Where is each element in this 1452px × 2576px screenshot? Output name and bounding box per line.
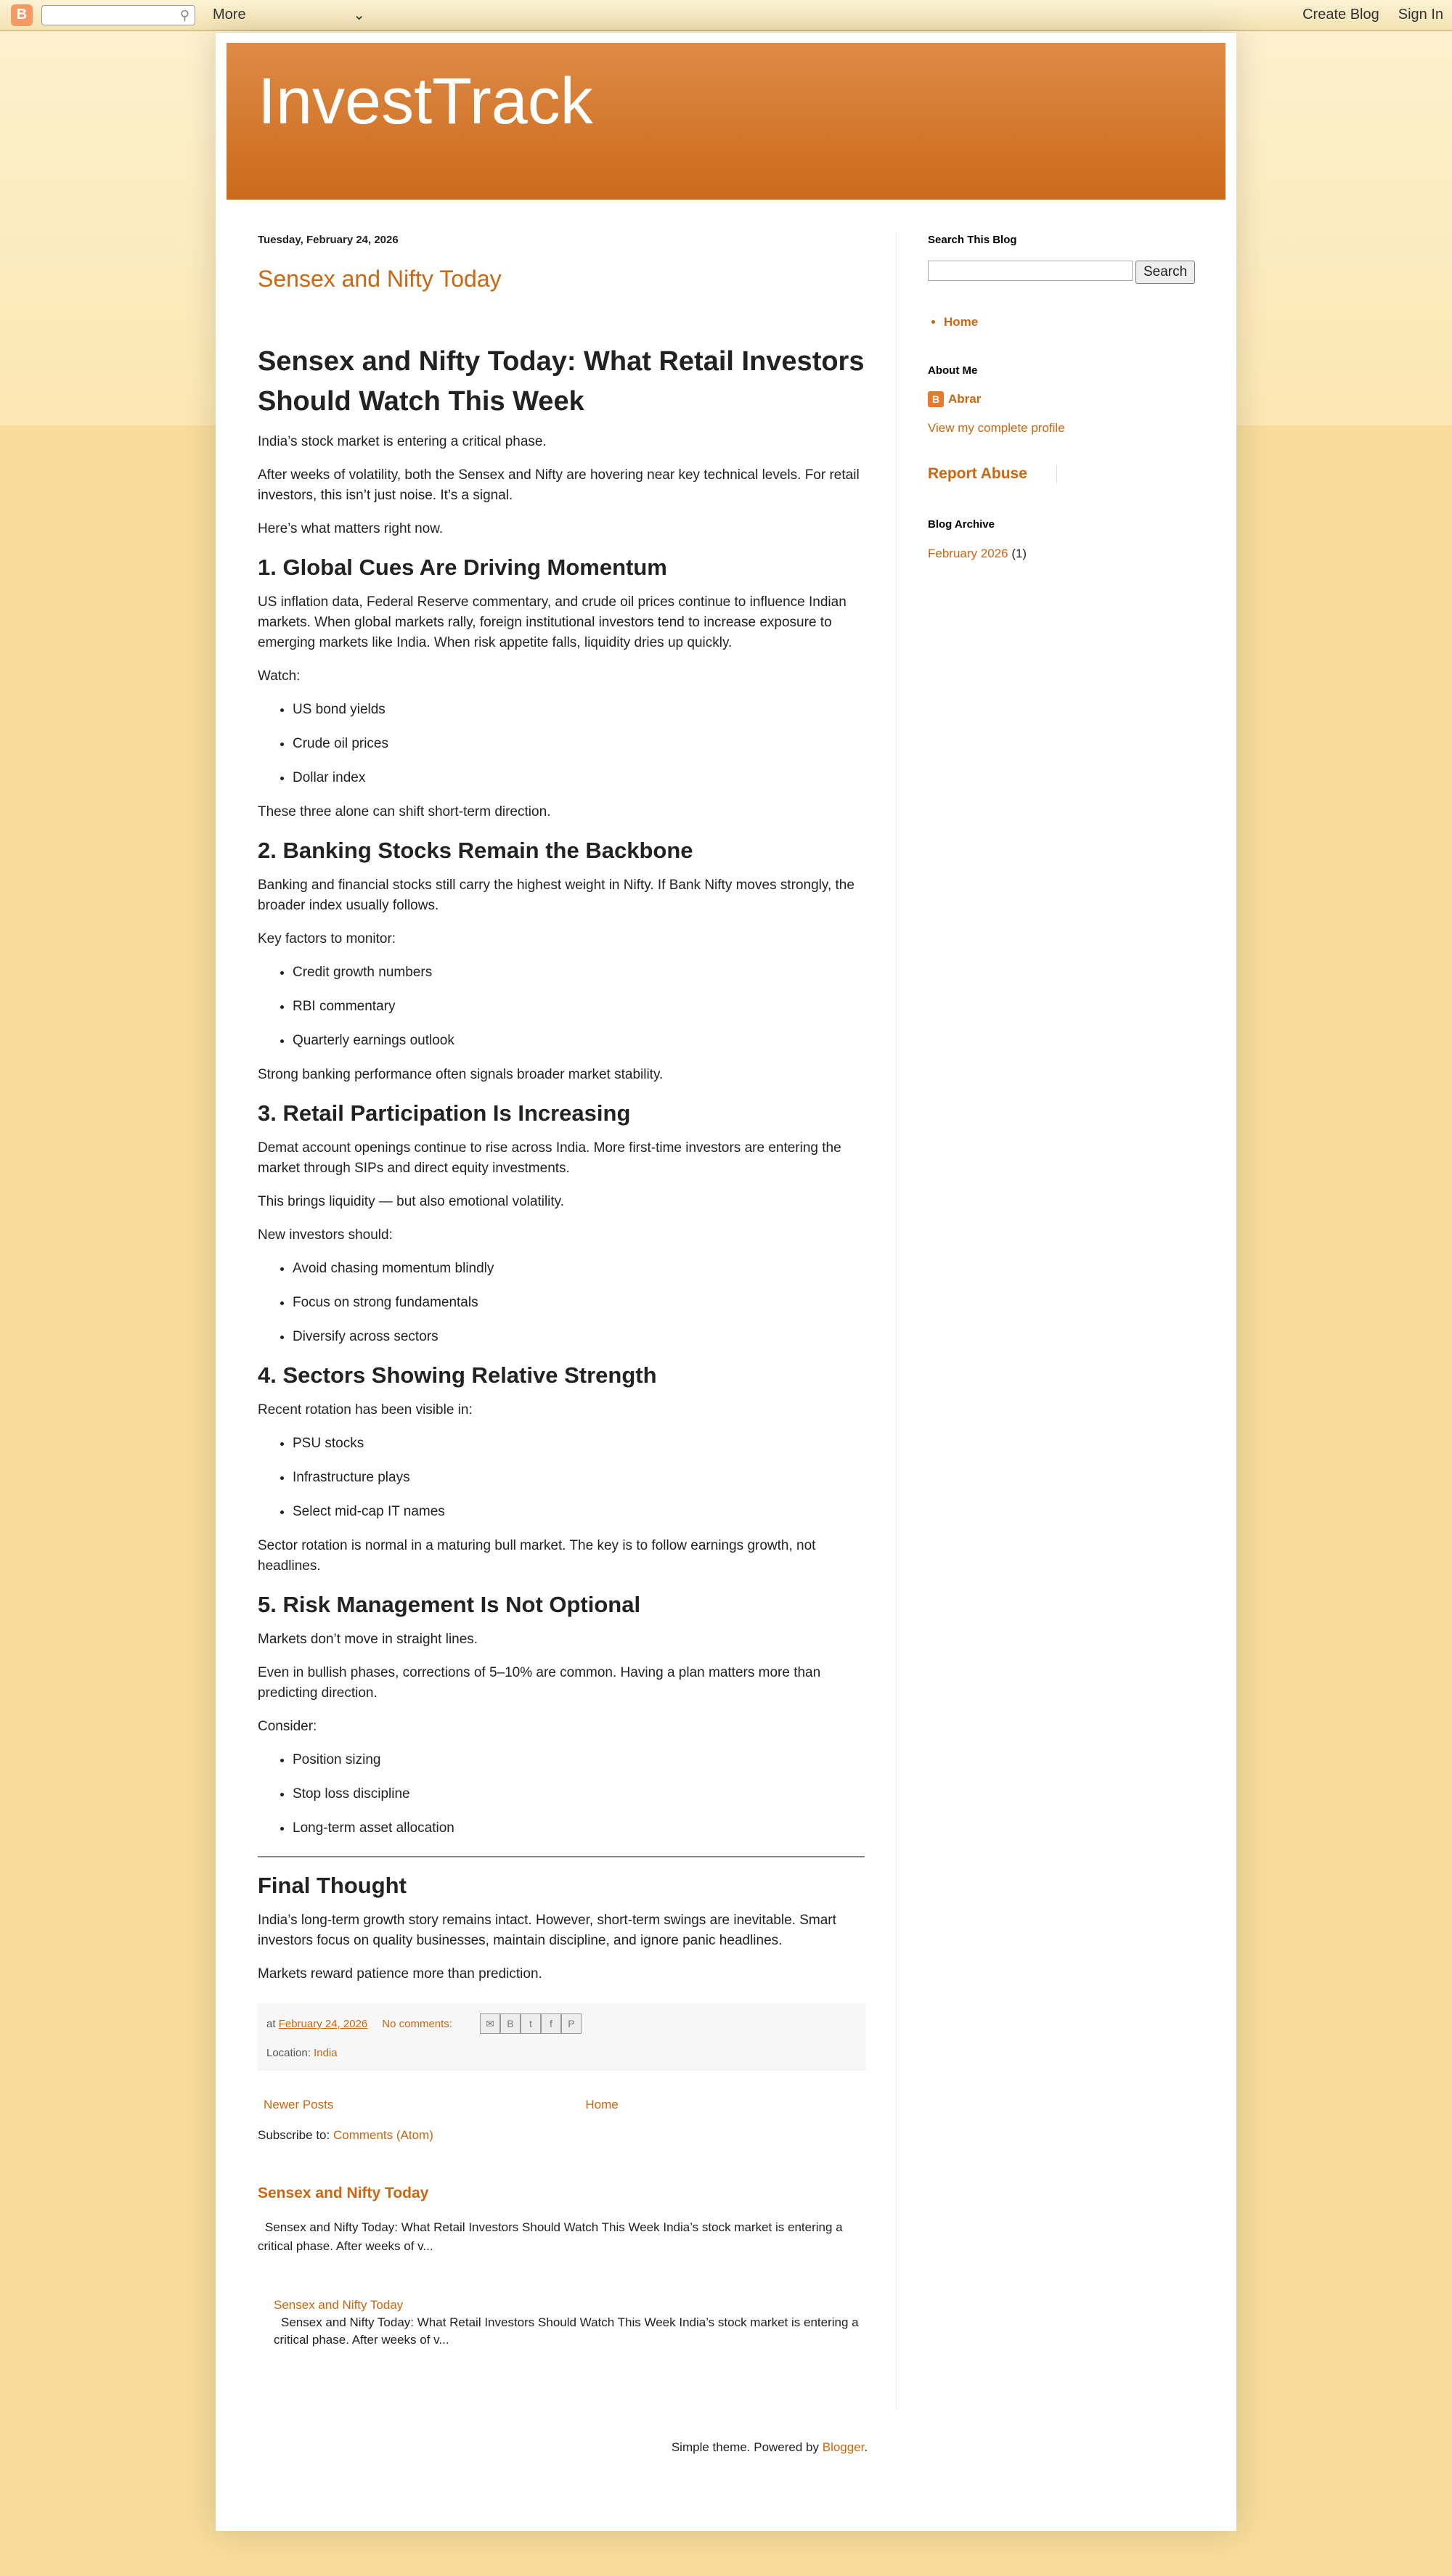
post-title[interactable]: Sensex and Nifty Today <box>258 266 502 292</box>
attribution <box>552 2440 987 2455</box>
blog-title[interactable]: InvestTrack <box>258 65 593 138</box>
list-item: • Credit growth numbers <box>293 962 865 983</box>
intro-paragraph: Here’s what matters right now. <box>258 521 444 537</box>
pages-list <box>944 315 1204 330</box>
email-share-icon[interactable]: ✉ <box>480 2013 500 2034</box>
list-item: • Diversify across sectors <box>293 1327 865 1347</box>
final-heading: Final Thought <box>258 1873 407 1899</box>
section-paragraph: Even in bullish phases, corrections of 5–10% are common. Having a plan matters more than predicting direction. <box>258 1665 821 1701</box>
intro-paragraph: After weeks of volatility, both the Sensex and Nifty are hovering near key technical levels. For retail investors, this isn’t just noise. It’s a signal. <box>258 467 860 504</box>
list-item: • Stop loss discipline <box>293 1784 865 1804</box>
list-item: • RBI commentary <box>293 997 865 1017</box>
list-item: • Infrastructure plays <box>293 1468 865 1488</box>
twitter-share-icon[interactable]: t <box>521 2013 541 2034</box>
more-dropdown[interactable] <box>213 6 365 24</box>
list-item: • Focus on strong fundamentals <box>293 1293 865 1313</box>
section-paragraph: Recent rotation has been visible in: <box>258 1402 473 1418</box>
profile-name-link[interactable]: Abrar <box>948 392 982 406</box>
sidebar <box>928 229 1204 561</box>
section-heading: 5. Risk Management Is Not Optional <box>258 1592 641 1618</box>
featured-post-snippet: Sensex and Nifty Today: What Retail Investors Should Watch This Week India’s stock market is entering a critical phase. After weeks of v... <box>258 2220 843 2254</box>
about-me-widget <box>928 364 1204 436</box>
final-paragraph: India’s long-term growth story remains intact. However, short-term swings are inevitable. Smart investors focus on quality businesses, maintain discipline, and ignore panic headlines. <box>258 1913 836 1949</box>
section-heading: 3. Retail Participation Is Increasing <box>258 1100 631 1127</box>
location-label: Location: <box>266 2047 311 2060</box>
bullet-list <box>293 962 865 1051</box>
list-item: • Dollar index <box>293 768 865 788</box>
comments-link[interactable]: No comments: <box>382 2017 452 2030</box>
bullet-list <box>293 1750 865 1839</box>
section-paragraph: These three alone can shift short-term direction. <box>258 804 551 820</box>
blog-archive-title: Blog Archive <box>928 518 995 531</box>
column-divider <box>896 232 897 2410</box>
pager-home-link[interactable]: Home <box>585 2098 619 2112</box>
facebook-share-icon[interactable]: f <box>541 2013 561 2034</box>
subscribe-label: Subscribe to: <box>258 2128 330 2143</box>
main-column <box>258 229 865 2349</box>
report-abuse-link[interactable]: Report Abuse <box>928 465 1027 482</box>
subscribe-line <box>258 2128 865 2143</box>
featured-post-title[interactable]: Sensex and Nifty Today <box>258 2185 429 2202</box>
section-heading: 1. Global Cues Are Driving Momentum <box>258 555 667 581</box>
list-item: • Long-term asset allocation <box>293 1818 865 1839</box>
popular-post-title[interactable]: Sensex and Nifty Today <box>274 2298 404 2313</box>
section-paragraph: Key factors to monitor: <box>258 931 396 947</box>
more-label: More <box>213 7 246 23</box>
archive-count: (1) <box>1011 547 1027 560</box>
sign-in-link[interactable]: Sign In <box>1398 7 1443 23</box>
chevron-down-icon: ⌄ <box>353 7 365 23</box>
horizontal-rule <box>258 1856 865 1857</box>
search-button[interactable]: Search <box>1135 261 1195 284</box>
list-item: • Avoid chasing momentum blindly <box>293 1259 865 1279</box>
list-item: • PSU stocks <box>293 1434 865 1454</box>
section-paragraph: Markets don’t move in straight lines. <box>258 1632 478 1648</box>
page-item-home[interactable] <box>944 315 1204 330</box>
attribution-end: . <box>864 2440 868 2454</box>
attribution-text: Simple theme. Powered by <box>671 2440 819 2454</box>
section-paragraph: Strong banking performance often signals broader market stability. <box>258 1067 664 1083</box>
list-item: • US bond yields <box>293 700 865 720</box>
section-paragraph: Watch: <box>258 668 301 684</box>
final-paragraph: Markets reward patience more than prediction. <box>258 1966 542 1982</box>
report-abuse-widget <box>928 465 1204 483</box>
section-paragraph: Consider: <box>258 1719 317 1735</box>
section-paragraph: US inflation data, Federal Reserve commentary, and crude oil prices continue to influence Indian markets. When global markets rally, foreign institutional investors tend to increase exposure to emerging markets like India. When risk appetite falls, liquidity dries up quickly. <box>258 594 847 651</box>
archive-month-link[interactable]: February 2026 <box>928 547 1008 560</box>
navbar-search-input[interactable] <box>41 5 195 25</box>
section-paragraph: Sector rotation is normal in a maturing bull market. The key is to follow earnings growth, not headlines. <box>258 1538 816 1574</box>
comments-atom-link[interactable]: Comments (Atom) <box>333 2128 433 2143</box>
blogger-navbar <box>0 0 1452 31</box>
section-heading: 2. Banking Stocks Remain the Backbone <box>258 838 693 864</box>
post-timestamp-link[interactable]: February 24, 2026 <box>278 2017 368 2030</box>
bullet-list <box>293 1434 865 1522</box>
list-item: • Crude oil prices <box>293 734 865 754</box>
page-item-label: Home <box>944 315 979 329</box>
content-outer <box>216 33 1236 2531</box>
blog-pager <box>258 2098 865 2112</box>
date-header: Tuesday, February 24, 2026 <box>258 234 399 246</box>
post-footer <box>258 2003 866 2070</box>
location-link[interactable]: India <box>314 2047 338 2060</box>
bullet-list <box>293 700 865 788</box>
section-paragraph: This brings liquidity — but also emotional volatility. <box>258 1194 565 1210</box>
blogger-logo-icon[interactable]: B <box>11 4 33 26</box>
newer-posts-link[interactable]: Newer Posts <box>264 2098 334 2112</box>
search-widget-title: Search This Blog <box>928 234 1017 246</box>
popular-post <box>274 2297 865 2349</box>
blog-search-input[interactable] <box>928 261 1133 281</box>
share-buttons <box>480 2013 582 2034</box>
list-item: • Position sizing <box>293 1750 865 1770</box>
blog-archive-widget <box>928 518 1204 561</box>
list-item: • Quarterly earnings outlook <box>293 1031 865 1051</box>
list-item: • Select mid-cap IT names <box>293 1502 865 1522</box>
blogthis-share-icon[interactable]: B <box>500 2013 521 2034</box>
post-heading: Sensex and Nifty Today: What Retail Investors Should Watch This Week <box>258 346 865 417</box>
popular-post-snippet: Sensex and Nifty Today: What Retail Investors Should Watch This Week India’s stock market is entering a critical phase. After weeks of v... <box>274 2315 859 2347</box>
blogger-link[interactable]: Blogger <box>822 2440 865 2454</box>
section-paragraph: New investors should: <box>258 1227 393 1243</box>
create-blog-link[interactable]: Create Blog <box>1302 7 1379 23</box>
intro-paragraph: India’s stock market is entering a critical phase. <box>258 434 547 450</box>
view-profile-link[interactable]: View my complete profile <box>928 421 1065 435</box>
about-me-title: About Me <box>928 364 978 377</box>
post-body <box>258 342 865 1984</box>
blogger-profile-icon: B <box>928 391 944 407</box>
pinterest-share-icon[interactable]: P <box>561 2013 582 2034</box>
search-icon[interactable]: ⚲ <box>179 7 189 23</box>
posted-at-label: at <box>266 2017 276 2030</box>
section-paragraph: Banking and financial stocks still carry the highest weight in Nifty. If Bank Nifty moves strongly, the broader index usually follows. <box>258 878 855 914</box>
blog-header <box>227 43 1225 200</box>
bullet-list <box>293 1259 865 1347</box>
section-heading: 4. Sectors Showing Relative Strength <box>258 1362 657 1389</box>
section-paragraph: Demat account openings continue to rise across India. More first-time investors are entering the market through SIPs and direct equity investments. <box>258 1140 841 1177</box>
featured-post <box>258 2185 865 2256</box>
report-divider <box>1056 465 1057 483</box>
